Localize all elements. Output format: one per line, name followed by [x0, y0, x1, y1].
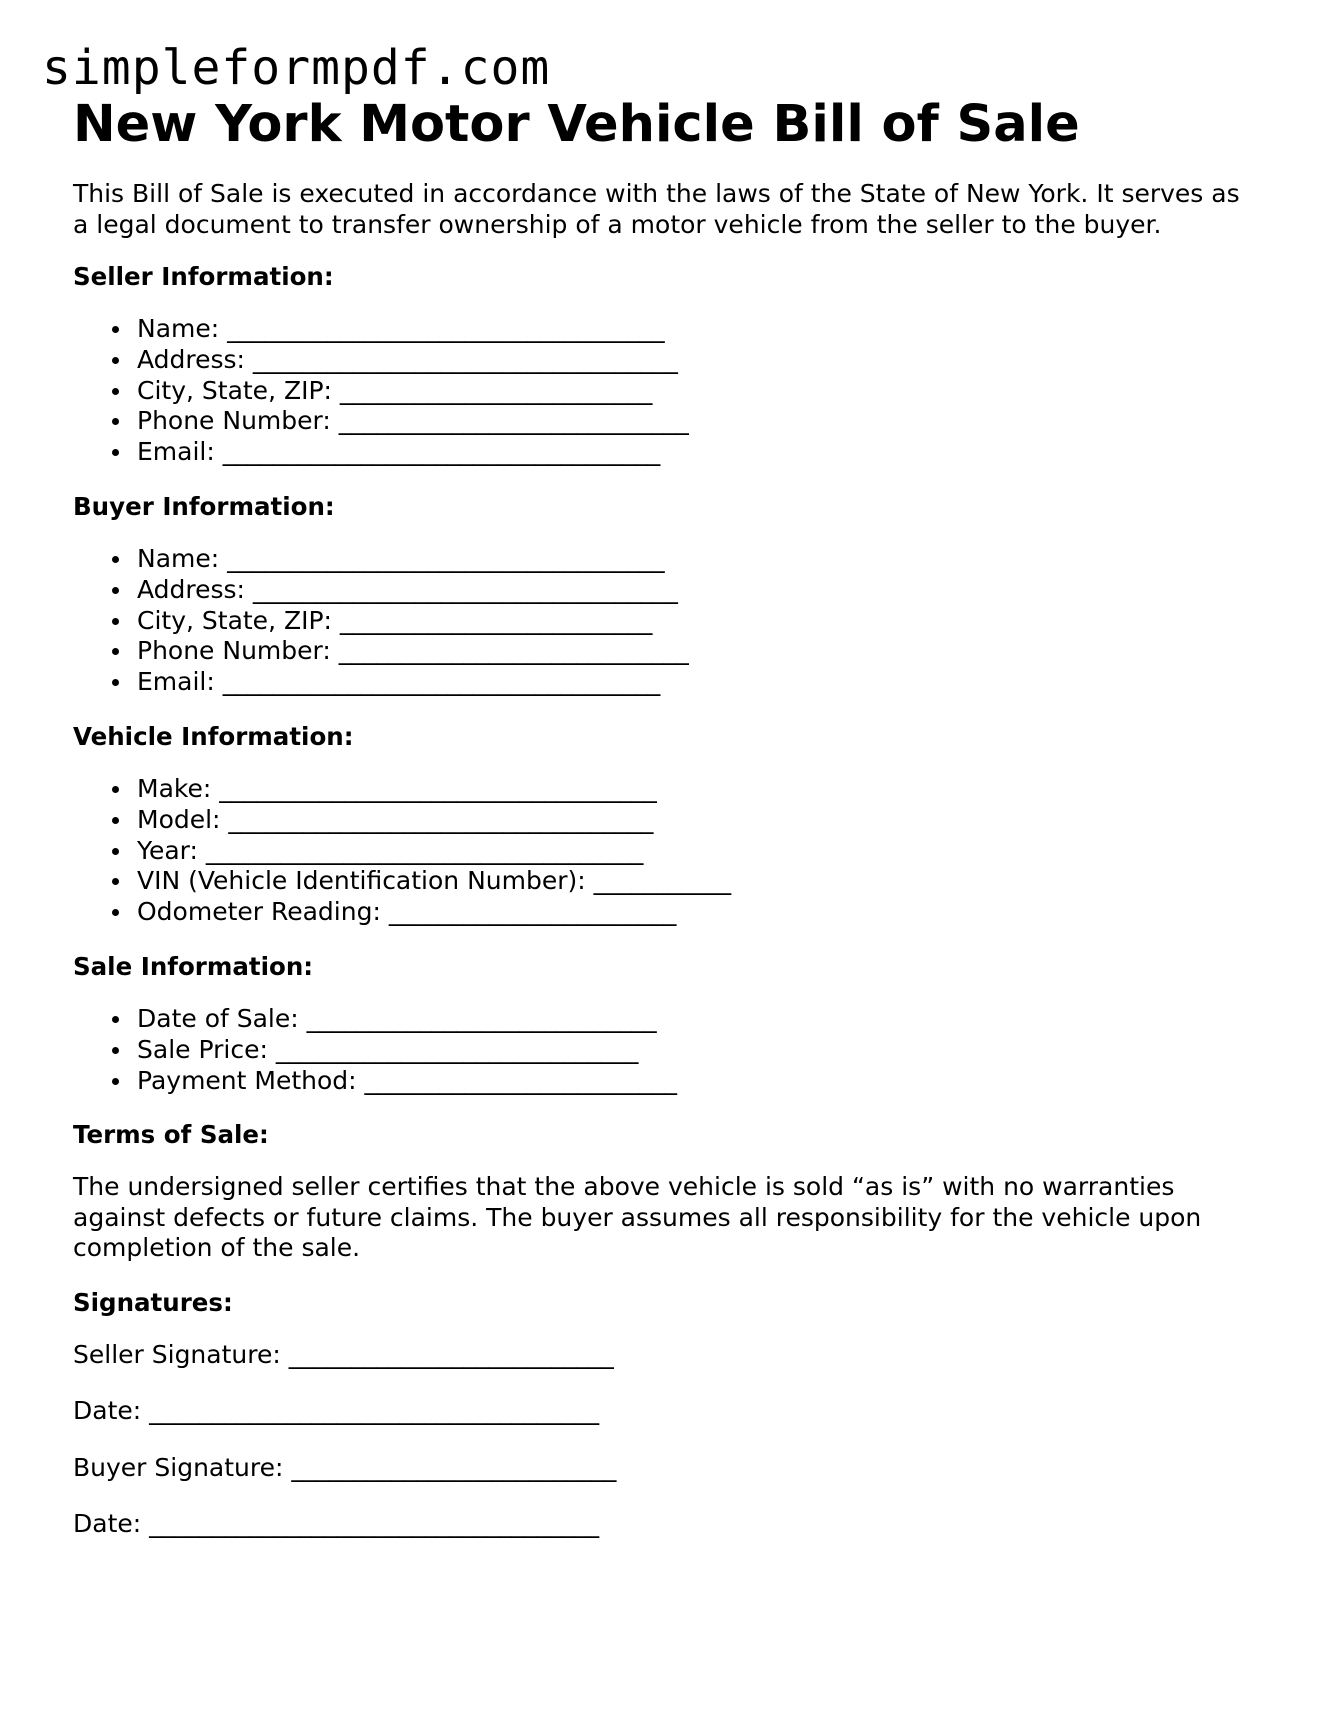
sale-date-field[interactable]: Date of Sale: ____________________________: [137, 1004, 1273, 1035]
sale-section-heading: Sale Information:: [73, 951, 314, 981]
vehicle-section-heading: Vehicle Information:: [73, 721, 354, 751]
buyer-address-field[interactable]: Address: __________________________________: [137, 575, 1273, 606]
buyer-name-field[interactable]: Name: ___________________________________: [137, 544, 1273, 575]
vehicle-year-field[interactable]: Year: ___________________________________: [137, 836, 1273, 867]
seller-fields-list: [73, 314, 1273, 468]
site-watermark: simpleformpdf.com: [42, 40, 551, 96]
sale-fields-list: [73, 1004, 1273, 1096]
seller-name-field[interactable]: Name: ___________________________________: [137, 314, 1273, 345]
buyer-phone-field[interactable]: Phone Number: ____________________________: [137, 636, 1273, 667]
vehicle-model-field[interactable]: Model: __________________________________: [137, 805, 1273, 836]
sale-price-field[interactable]: Sale Price: _____________________________: [137, 1035, 1273, 1066]
bill-of-sale-document: [73, 92, 1273, 1540]
seller-section-heading: Seller Information:: [73, 262, 334, 291]
vehicle-odometer-field[interactable]: Odometer Reading: _______________________: [137, 897, 1273, 928]
buyer-city-state-zip-field[interactable]: City, State, ZIP: _________________________: [137, 606, 1273, 637]
intro-paragraph: This Bill of Sale is executed in accordance with the laws of the State of New York. It serves as a legal document to transfer ownership of a motor vehicle from the seller to the buyer.: [73, 179, 1240, 239]
seller-phone-field[interactable]: Phone Number: ____________________________: [137, 406, 1273, 437]
buyer-section-heading: Buyer Information:: [73, 491, 335, 521]
buyer-date-field[interactable]: Date: ____________________________________: [73, 1509, 600, 1539]
seller-date-field[interactable]: Date: ____________________________________: [73, 1396, 600, 1426]
terms-section-heading: Terms of Sale:: [73, 1120, 269, 1150]
vehicle-vin-field[interactable]: VIN (Vehicle Identification Number): ___________: [137, 866, 1273, 897]
buyer-email-field[interactable]: Email: ___________________________________: [137, 667, 1273, 698]
seller-city-state-zip-field[interactable]: City, State, ZIP: _________________________: [137, 376, 1273, 407]
seller-signature-field[interactable]: Seller Signature: __________________________: [73, 1339, 614, 1369]
seller-email-field[interactable]: Email: ___________________________________: [137, 437, 1273, 468]
vehicle-fields-list: [73, 774, 1273, 928]
seller-address-field[interactable]: Address: __________________________________: [137, 345, 1273, 376]
vehicle-make-field[interactable]: Make: ___________________________________: [137, 774, 1273, 805]
terms-paragraph: The undersigned seller certifies that the above vehicle is sold “as is” with no warranties against defects or future claims. The buyer assumes all responsibility for the vehicle upon completion of the sale.: [73, 1172, 1202, 1263]
payment-method-field[interactable]: Payment Method: _________________________: [137, 1066, 1273, 1097]
page-title: New York Motor Vehicle Bill of Sale: [73, 95, 1080, 154]
buyer-signature-field[interactable]: Buyer Signature: __________________________: [73, 1452, 617, 1482]
buyer-fields-list: [73, 544, 1273, 698]
signatures-section-heading: Signatures:: [73, 1287, 233, 1317]
